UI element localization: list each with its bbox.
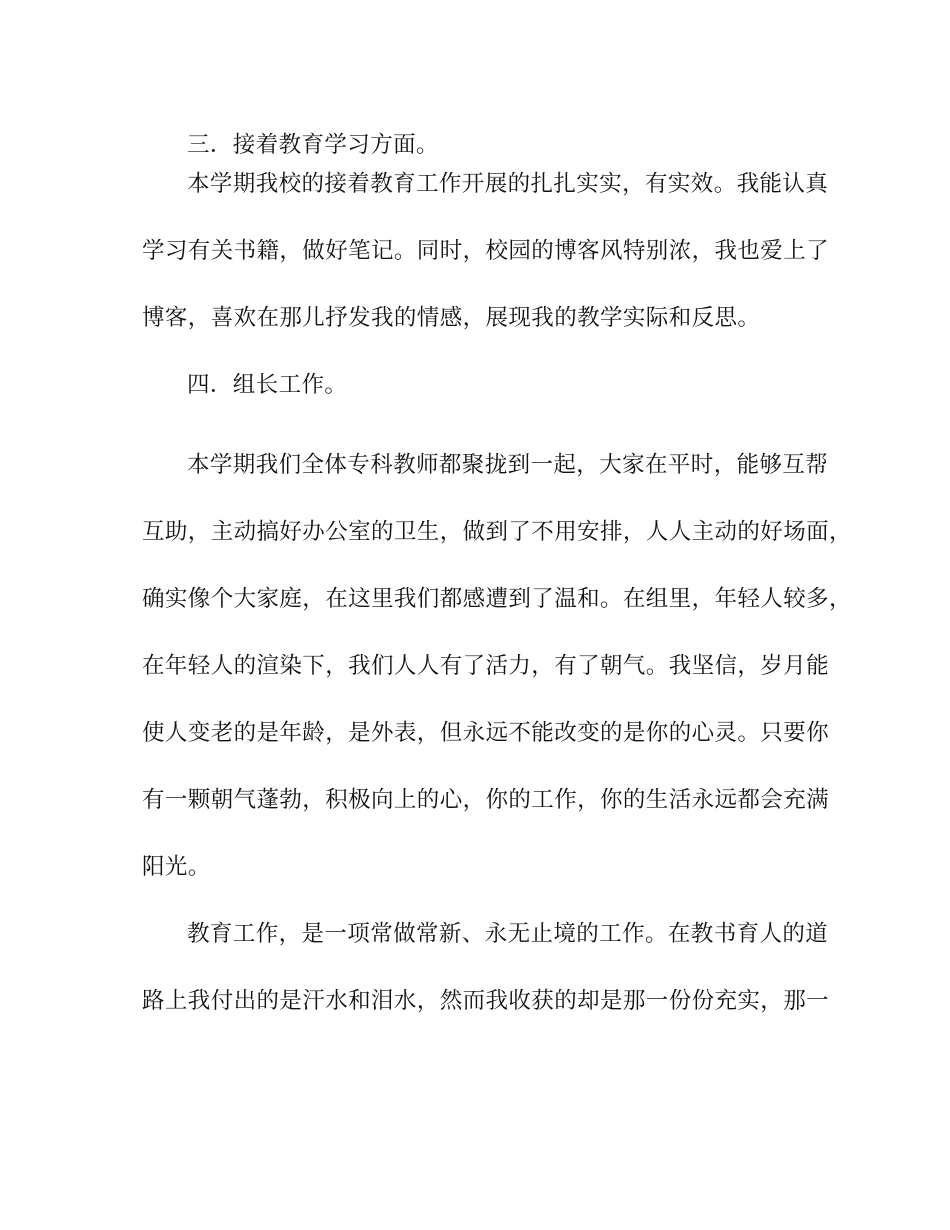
paragraph-line: 路上我付出的是汗水和泪水，然而我收获的却是那一份份充实，那一: [142, 988, 830, 1014]
paragraph-line: 本学期我校的接着教育工作开展的扎扎实实，有实效。我能认真: [187, 171, 829, 197]
paragraph-line: 学习有关书籍，做好笔记。同时，校园的博客风特别浓，我也爱上了: [142, 238, 830, 264]
paragraph-line: 阳光。: [142, 854, 211, 880]
paragraph-line: 使人变老的是年龄，是外表，但永远不能改变的是你的心灵。只要你: [142, 720, 830, 746]
section-heading-group-leader-work: 四．组长工作。: [187, 372, 348, 398]
paragraph-line: 博客，喜欢在那儿抒发我的情感，展现我的教学实际和反思。: [142, 305, 761, 331]
paragraph-line: 互助，主动搞好办公室的卫生，做到了不用安排，人人主动的好场面，: [142, 519, 852, 545]
paragraph-line: 本学期我们全体专科教师都聚拢到一起，大家在平时，能够互帮: [187, 452, 829, 478]
paragraph-line: 在年轻人的渲染下，我们人人有了活力，有了朝气。我坚信，岁月能: [142, 653, 830, 679]
paragraph-line: 有一颗朝气蓬勃，积极向上的心，你的工作，你的生活永远都会充满: [142, 787, 830, 813]
paragraph-line: 教育工作，是一项常做常新、永无止境的工作。在教书育人的道: [187, 921, 829, 947]
section-heading-continuing-education: 三．接着教育学习方面。: [187, 132, 439, 158]
paragraph-line: 确实像个大家庭，在这里我们都感遭到了温和。在组里，年轻人较多，: [142, 586, 852, 612]
